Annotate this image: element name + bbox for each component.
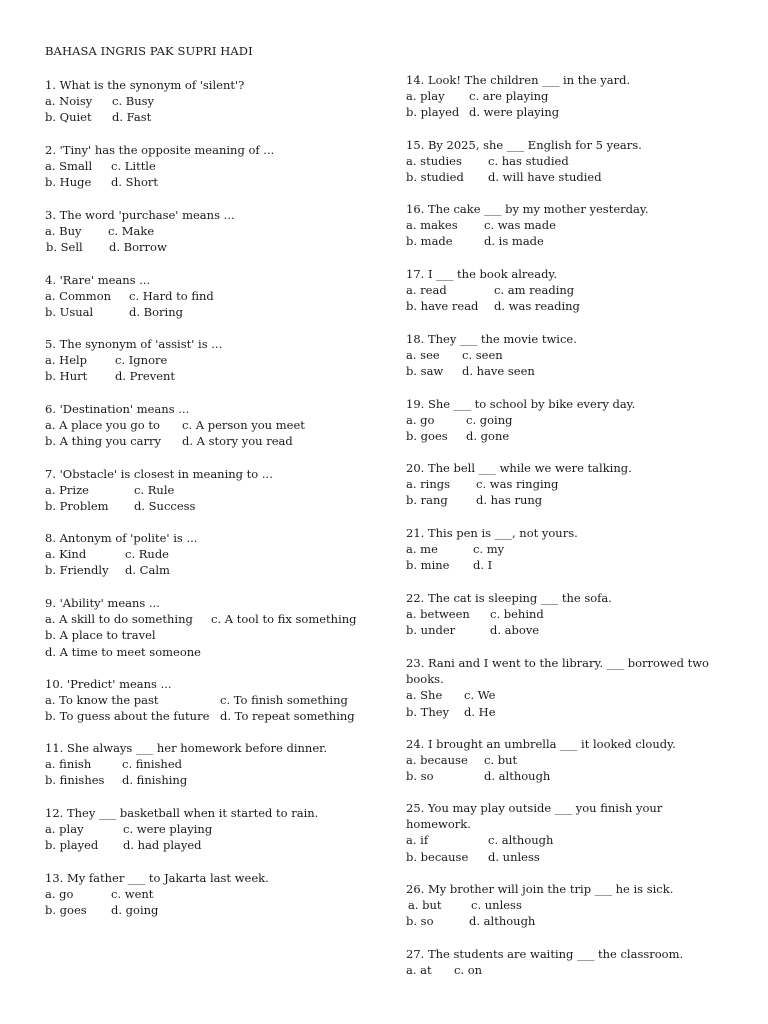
answer-option: c. We [464, 688, 496, 703]
answer-option: d. have seen [462, 364, 535, 379]
question-text: 20. The bell ___ while we were talking. [406, 461, 632, 475]
answer-option: a. Common [45, 289, 112, 304]
answer-option: c. are playing [469, 89, 549, 104]
options-row [45, 611, 385, 627]
options-row [45, 304, 385, 320]
answer-option: b. studied [406, 170, 464, 185]
answer-option: b. because [406, 849, 469, 864]
answer-option: b. A place to travel [45, 628, 156, 643]
options-row [45, 174, 385, 190]
answer-option: b. goes [45, 903, 87, 918]
answer-option: b. so [406, 769, 434, 784]
options-row [45, 158, 385, 174]
answer-option: c. finished [122, 757, 182, 772]
answer-option: c. am reading [494, 283, 575, 298]
answer-option: c. Hard to find [129, 289, 214, 304]
options-row [45, 821, 385, 837]
question-text: 15. By 2025, she ___ English for 5 years. [406, 138, 642, 152]
question-item [406, 800, 746, 865]
question-item [406, 655, 746, 720]
answer-option: b. finishes [45, 773, 105, 788]
answer-option: c. was made [484, 218, 556, 233]
options-row [45, 902, 385, 918]
answer-option: b. played [45, 838, 99, 853]
options-row [406, 233, 746, 249]
question-text: 13. My father ___ to Jakarta last week. [45, 871, 269, 885]
question-item [45, 805, 385, 854]
answer-option: b. Sell [46, 240, 83, 255]
answer-option: d. will have studied [488, 170, 602, 185]
answer-option: d. Calm [125, 563, 170, 578]
question-text: 27. The students are waiting ___ the classroom. [406, 947, 684, 961]
answer-option: a. A place you go to [45, 418, 160, 433]
question-item [406, 201, 746, 250]
options-row [45, 239, 385, 255]
answer-option: a. studies [406, 154, 462, 169]
answer-option: a. at [406, 963, 432, 978]
question-text: 16. The cake ___ by my mother yesterday. [406, 202, 649, 216]
question-item [406, 460, 746, 509]
options-row [45, 886, 385, 902]
answer-option: c. Busy [112, 94, 155, 109]
options-row [406, 428, 746, 444]
question-text: 4. 'Rare' means ... [45, 273, 151, 287]
answer-option: d. gone [466, 429, 510, 444]
answer-option: d. Fast [112, 110, 152, 125]
question-text: 21. This pen is ___, not yours. [406, 526, 578, 540]
answer-option: b. Usual [45, 305, 94, 320]
answer-option: d. A time to meet someone [45, 644, 201, 659]
options-row [406, 752, 746, 768]
options-row [406, 298, 746, 314]
answer-option: d. above [490, 623, 540, 638]
question-item [406, 881, 746, 930]
options-row [45, 627, 345, 659]
answer-option: c. Rude [125, 547, 169, 562]
answer-option: b. A thing you carry [45, 434, 162, 449]
answer-option: b. Quiet [45, 110, 92, 125]
options-row [45, 498, 385, 514]
question-text: 10. 'Predict' means ... [45, 677, 172, 691]
question-item [406, 946, 746, 978]
answer-option: c. Rule [134, 483, 175, 498]
answer-option: d. going [111, 903, 159, 918]
answer-option: b. Hurt [45, 369, 88, 384]
answer-option: c. going [466, 413, 513, 428]
answer-option: d. Boring [129, 305, 183, 320]
question-text: 9. 'Ability' means ... [45, 596, 160, 610]
answer-option: d. Borrow [109, 240, 167, 255]
question-text: 17. I ___ the book already. [406, 267, 558, 281]
answer-option: d. He [464, 704, 496, 719]
answer-option: a. read [406, 283, 447, 298]
answer-option: c. Little [111, 159, 156, 174]
answer-option: a. but [408, 898, 442, 913]
options-row [406, 153, 746, 169]
options-row [406, 832, 746, 848]
question-item [45, 272, 385, 321]
options-row [406, 606, 746, 622]
question-text: 19. She ___ to school by bike every day. [406, 397, 636, 411]
question-item [406, 72, 746, 121]
answer-option: a. play [406, 89, 445, 104]
options-row [45, 772, 385, 788]
answer-option: d. I [473, 558, 493, 573]
answer-option: a. because [406, 753, 468, 768]
question-text: 26. My brother will join the trip ___ he is sick. [406, 882, 674, 896]
options-row [406, 347, 746, 363]
answer-option: a. me [406, 542, 438, 557]
question-text: 8. Antonym of 'polite' is ... [45, 531, 198, 545]
answer-option: b. played [406, 105, 460, 120]
question-item [45, 77, 385, 126]
options-row [45, 352, 385, 368]
question-item [406, 331, 746, 380]
answer-option: b. under [406, 623, 456, 638]
question-text: 6. 'Destination' means ... [45, 402, 190, 416]
answer-option: d. finishing [122, 773, 188, 788]
answer-option: a. Small [45, 159, 93, 174]
answer-option: a. see [406, 348, 440, 363]
question-text: 1. What is the synonym of 'silent'? [45, 78, 245, 92]
answer-option: a. if [406, 833, 429, 848]
options-row [406, 217, 746, 233]
options-row [45, 482, 385, 498]
answer-option: c. has studied [488, 154, 569, 169]
question-text: 24. I brought an umbrella ___ it looked cloudy. [406, 737, 676, 751]
question-text: 18. They ___ the movie twice. [406, 332, 577, 346]
options-row [406, 492, 746, 508]
question-item [45, 530, 385, 579]
options-row [406, 104, 746, 120]
answer-option: c. Make [108, 224, 155, 239]
question-text: 11. She always ___ her homework before dinner. [45, 741, 328, 755]
options-row [406, 704, 746, 720]
answer-option: a. To know the past [45, 693, 159, 708]
question-item [45, 336, 385, 385]
answer-option: d. were playing [469, 105, 560, 120]
question-item [45, 207, 385, 256]
question-item [406, 590, 746, 639]
options-row [406, 476, 746, 492]
question-text: 22. The cat is sleeping ___ the sofa. [406, 591, 612, 605]
answer-option: b. saw [406, 364, 444, 379]
answer-option: b. Problem [45, 499, 109, 514]
answer-option: c. behind [490, 607, 544, 622]
answer-option: d. was reading [494, 299, 580, 314]
answer-option: a. She [406, 688, 443, 703]
options-row [406, 363, 746, 379]
options-row [406, 849, 746, 865]
answer-option: b. so [406, 914, 434, 929]
options-row [45, 109, 385, 125]
answer-option: a. go [45, 887, 74, 902]
options-row [406, 412, 746, 428]
options-row [45, 837, 385, 853]
answer-option: a. rings [406, 477, 451, 492]
answer-option: c. A person you meet [182, 418, 305, 433]
options-row [45, 692, 385, 708]
answer-option: a. Prize [45, 483, 89, 498]
options-row [45, 417, 385, 433]
answer-option: c. although [488, 833, 554, 848]
answer-option: d. has rung [476, 493, 543, 508]
answer-option: d. is made [484, 234, 544, 249]
answer-option: a. finish [45, 757, 92, 772]
options-row [406, 541, 746, 557]
answer-option: d. had played [123, 838, 202, 853]
answer-option: c. unless [471, 898, 522, 913]
question-item [406, 266, 746, 315]
answer-option: a. A skill to do something [45, 612, 193, 627]
answer-option: a. makes [406, 218, 458, 233]
question-text: 7. 'Obstacle' is closest in meaning to ... [45, 467, 273, 481]
options-row [45, 368, 385, 384]
answer-option: d. unless [488, 849, 540, 864]
options-row [45, 562, 385, 578]
question-item [45, 676, 385, 725]
question-item [45, 401, 385, 450]
answer-option: b. have read [406, 299, 479, 314]
answer-option: c. my [473, 542, 505, 557]
options-row [406, 88, 746, 104]
options-row [45, 223, 385, 239]
answer-option: a. between [406, 607, 470, 622]
options-row [406, 282, 746, 298]
options-row [45, 756, 385, 772]
answer-option: a. Help [45, 353, 88, 368]
options-row [406, 622, 746, 638]
answer-option: a. play [45, 822, 84, 837]
question-text: 12. They ___ basketball when it started to rain. [45, 806, 319, 820]
answer-option: d. To repeat something [220, 709, 355, 724]
answer-option: c. but [484, 753, 518, 768]
answer-option: c. A tool to fix something [211, 612, 357, 627]
question-item [45, 595, 385, 660]
answer-option: d. Prevent [115, 369, 176, 384]
answer-option: d. although [484, 769, 551, 784]
answer-option: a. Kind [45, 547, 87, 562]
question-text: 14. Look! The children ___ in the yard. [406, 73, 631, 87]
answer-option: b. Huge [45, 175, 92, 190]
answer-option: a. Noisy [45, 94, 93, 109]
question-text: 23. Rani and I went to the library. ___ borrowed two books. [406, 656, 709, 687]
question-item [406, 525, 746, 574]
options-row [406, 557, 746, 573]
answer-option: c. seen [462, 348, 503, 363]
question-item [45, 740, 385, 789]
question-text: 5. The synonym of 'assist' is ... [45, 337, 223, 351]
question-item [406, 736, 746, 785]
question-item [406, 137, 746, 186]
answer-option: b. To guess about the future [45, 709, 210, 724]
options-row [406, 913, 746, 929]
answer-option: c. went [111, 887, 154, 902]
answer-option: c. were playing [123, 822, 213, 837]
options-row [45, 433, 385, 449]
options-row [45, 288, 385, 304]
answer-option: b. Friendly [45, 563, 109, 578]
options-row [406, 768, 746, 784]
answer-option: d. Short [111, 175, 158, 190]
options-row [45, 93, 385, 109]
question-item [45, 142, 385, 191]
question-text: 25. You may play outside ___ you finish your homework. [406, 801, 663, 832]
question-item [45, 466, 385, 515]
answer-option: d. although [469, 914, 536, 929]
question-text: 2. 'Tiny' has the opposite meaning of ... [45, 143, 275, 157]
options-row [406, 962, 746, 978]
question-item [45, 870, 385, 919]
answer-option: b. They [406, 704, 450, 719]
options-row [45, 708, 385, 724]
options-row [406, 897, 746, 913]
answer-option: c. Ignore [115, 353, 168, 368]
answer-option: d. Success [134, 499, 196, 514]
answer-option: a. go [406, 413, 435, 428]
answer-option: c. on [454, 963, 483, 978]
answer-option: b. rang [406, 493, 448, 508]
question-item [406, 396, 746, 445]
answer-option: b. made [406, 234, 453, 249]
answer-option: a. Buy [45, 224, 82, 239]
answer-option: b. mine [406, 558, 450, 573]
answer-option: c. was ringing [476, 477, 559, 492]
document-title: BAHASA INGRIS PAK SUPRI HADI [45, 44, 253, 58]
question-text: 3. The word 'purchase' means ... [45, 208, 235, 222]
answer-option: b. goes [406, 429, 448, 444]
answer-option: d. A story you read [182, 434, 293, 449]
answer-option: c. To finish something [220, 693, 348, 708]
options-row [406, 169, 746, 185]
options-row [406, 687, 746, 703]
options-row [45, 546, 385, 562]
